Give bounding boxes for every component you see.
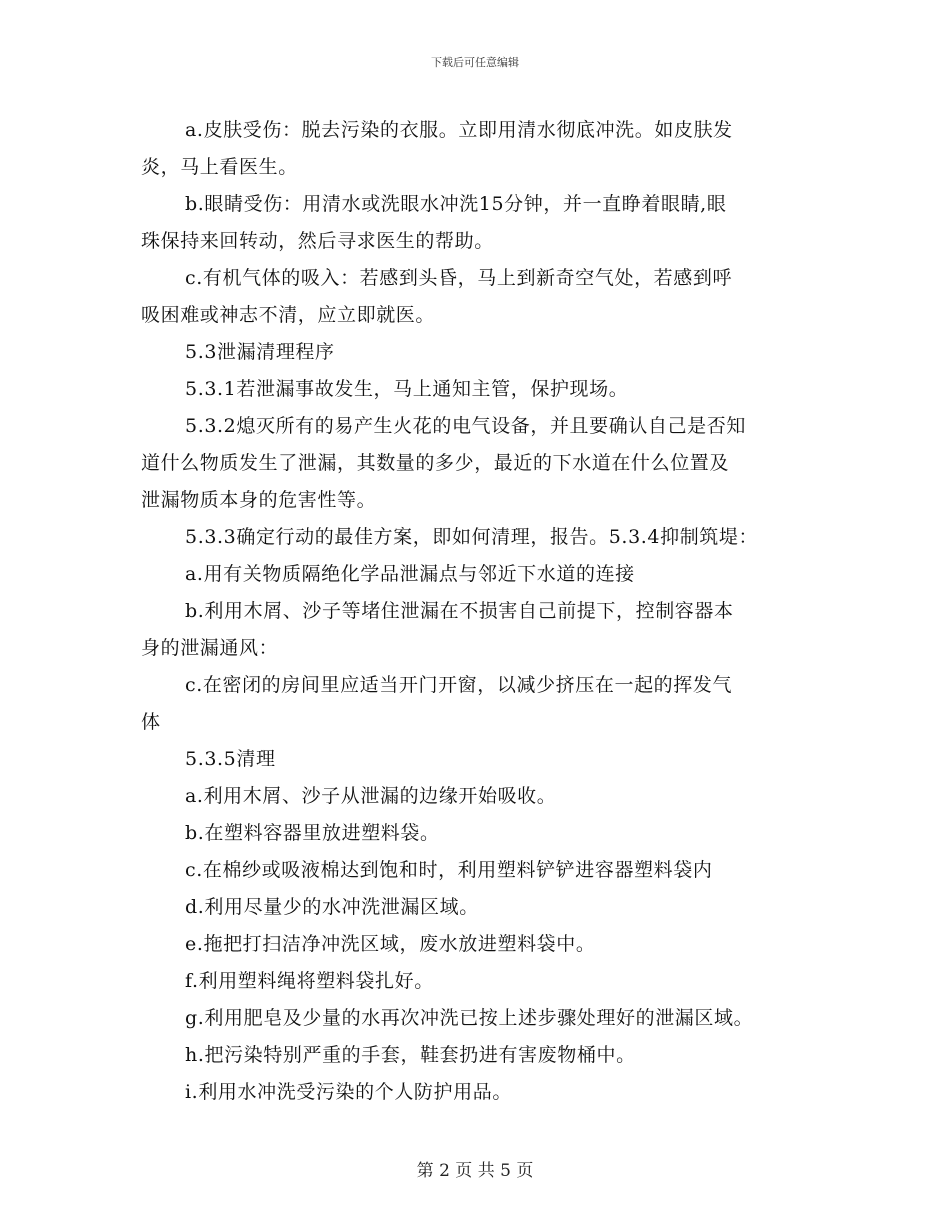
text-line: 体	[141, 711, 161, 733]
text-line: 吸困难或神志不清，应立即就医。	[141, 304, 436, 326]
text-line: g.利用肥皂及少量的水再次冲洗已按上述步骤处理好的泄漏区域。	[185, 1007, 754, 1029]
text-line: 5.3.1若泄漏事故发生，马上通知主管，保护现场。	[185, 378, 629, 400]
text-line: c.在密闭的房间里应适当开门开窗，以减少挤压在一起的挥发气	[185, 674, 733, 696]
page-number: 第 2 页 共 5 页	[416, 1161, 534, 1181]
text-line: a.利用木屑、沙子从泄漏的边缘开始吸收。	[185, 785, 557, 807]
text-line: 5.3.2熄灭所有的易产生火花的电气设备，并且要确认自己是否知	[185, 415, 746, 437]
document-body	[141, 112, 816, 1111]
text-line: d.利用尽量少的水冲洗泄漏区域。	[185, 896, 479, 918]
section-heading: 5.3泄漏清理程序	[185, 341, 335, 363]
text-line: b.利用木屑、沙子等堵住泄漏在不损害自己前提下，控制容器本	[185, 600, 734, 622]
text-line: c.有机气体的吸入：若感到头昏，马上到新奇空气处，若感到呼	[185, 267, 733, 289]
text-line: h.把污染特别严重的手套，鞋套扔进有害废物桶中。	[185, 1044, 636, 1066]
text-line: f.利用塑料绳将塑料袋扎好。	[185, 970, 434, 992]
text-line: 身的泄漏通风：	[141, 637, 279, 659]
text-line: b.在塑料容器里放进塑料袋。	[185, 822, 440, 844]
page-header-note: 下载后可任意编辑	[431, 56, 519, 69]
text-line: a.用有关物质隔绝化学品泄漏点与邻近下水道的连接	[185, 563, 635, 585]
text-line: 5.3.3确定行动的最佳方案，即如何清理，报告。5.3.4抑制筑堤：	[185, 526, 759, 548]
section-heading: 5.3.5清理	[185, 748, 276, 770]
text-line: i.利用水冲洗受污染的个人防护用品。	[185, 1081, 512, 1103]
text-line: 道什么物质发生了泄漏，其数量的多少，最近的下水道在什么位置及	[141, 452, 730, 474]
text-line: c.在棉纱或吸液棉达到饱和时，利用塑料铲铲进容器塑料袋内	[185, 859, 713, 881]
text-line: e.拖把打扫洁净冲洗区域，废水放进塑料袋中。	[185, 933, 596, 955]
text-line: b.眼睛受伤：用清水或洗眼水冲洗15分钟，并一直睁着眼睛,眼	[185, 193, 727, 215]
text-line: 泄漏物质本身的危害性等。	[141, 489, 377, 511]
text-line: 珠保持来回转动，然后寻求医生的帮助。	[141, 230, 494, 252]
text-line: 炎，马上看医生。	[141, 156, 298, 178]
text-line: a.皮肤受伤：脱去污染的衣服。立即用清水彻底冲洗。如皮肤发	[185, 119, 733, 141]
